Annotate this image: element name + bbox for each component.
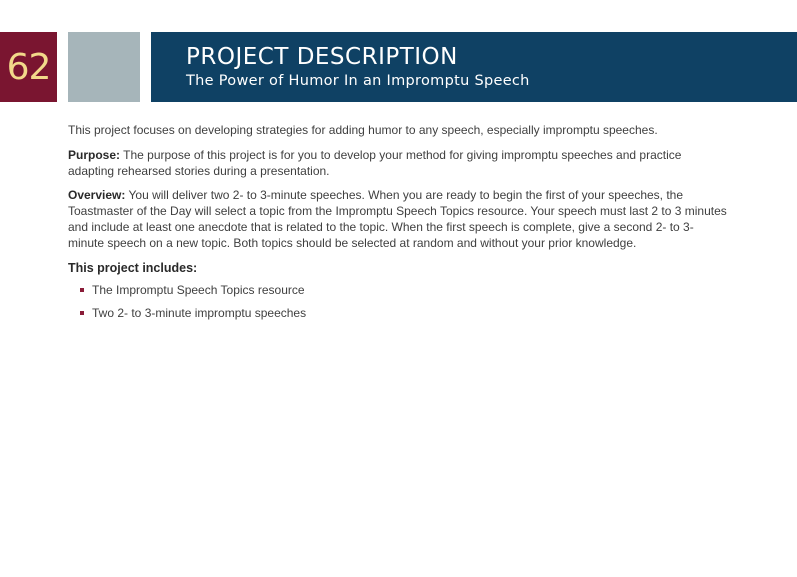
page-subtitle: The Power of Humor In an Impromptu Speech — [186, 73, 530, 89]
includes-list — [68, 282, 728, 321]
list-item — [80, 282, 728, 298]
page-title: PROJECT DESCRIPTION — [186, 44, 458, 70]
header-bar — [151, 32, 797, 102]
purpose-text: The purpose of this project is for you to develop your method for giving impromptu speeches and practice adapting rehearsed stories during a presentation. — [68, 147, 682, 178]
square-bullet-icon — [80, 288, 84, 292]
project-content — [68, 123, 728, 328]
list-item-text: Two 2- to 3-minute impromptu speeches — [92, 306, 307, 321]
includes-heading: This project includes: — [68, 260, 198, 275]
overview-label: Overview: — [68, 188, 126, 203]
square-bullet-icon — [80, 311, 84, 315]
list-item-text: The Impromptu Speech Topics resource — [92, 283, 305, 298]
intro-paragraph: This project focuses on developing strategies for adding humor to any speech, especially impromptu speeches. — [68, 123, 658, 137]
list-item — [80, 305, 728, 321]
purpose-paragraph — [68, 148, 728, 180]
overview-paragraph — [68, 188, 728, 251]
page-number: 62 — [0, 32, 57, 102]
decorative-block — [68, 32, 140, 102]
purpose-label: Purpose: — [68, 147, 121, 162]
overview-text: You will deliver two 2- to 3-minute speeches. When you are ready to begin the first of your speeches, the Toastmaster of the Day will select a topic from the Impromptu Speech Topics resource. Your speech must last 2 to 3 minutes and include at least one anecdote that is related to the topic. When the first speech is complete, give a second 2- to 3-minute speech on a new topic. Both topics should be selected at random and without your prior knowledge. — [68, 188, 727, 250]
